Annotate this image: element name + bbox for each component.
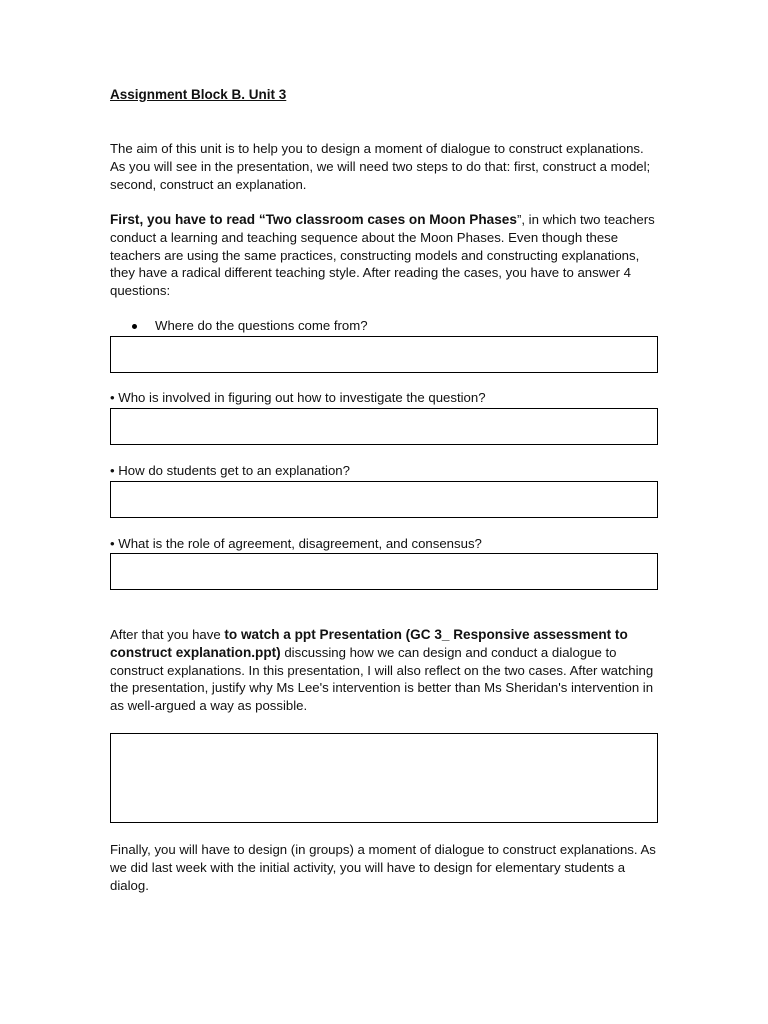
question-1-text: Where do the questions come from? <box>155 318 368 333</box>
final-paragraph: Finally, you will have to design (in groups) a moment of dialogue to construct explanations. As we did last week with the initial activity, you will have to design for elementary students a dialog. <box>110 842 656 893</box>
presentation-rest: discussing how we can design and conduct a dialogue to construct explanations. In this presentation, I will also reflect on the two cases. After watching the presentation, justify why Ms Lee's intervention is better than Ms Sheridan's intervention in as well-argued a way as possible. <box>110 644 654 714</box>
answer-box-justification[interactable] <box>110 733 658 823</box>
bullet-icon <box>132 324 137 329</box>
reading-bold-lead: First, you have to read “Two classroom cases on Moon Phases <box>110 212 517 227</box>
reading-rest: ”, in which two teachers conduct a learning and teaching sequence about the Moon Phases. Even though these teachers are using the same practices, constructing models and constructing explanations, they have a radical different teaching style. After reading the cases, you have to answer 4 questions: <box>110 212 655 299</box>
answer-box-1[interactable] <box>110 336 658 373</box>
question-2: • Who is involved in figuring out how to investigate the question? <box>110 390 486 405</box>
answer-box-2[interactable] <box>110 408 658 445</box>
intro-paragraph: The aim of this unit is to help you to design a moment of dialogue to construct explanations. As you will see in the presentation, we will need two steps to do that: first, construct a model; second, construct an explanation. <box>110 141 651 192</box>
question-4: • What is the role of agreement, disagreement, and consensus? <box>110 536 482 551</box>
answer-box-4[interactable] <box>110 553 658 590</box>
presentation-paragraph <box>110 626 658 715</box>
answer-box-3[interactable] <box>110 481 658 518</box>
question-3: • How do students get to an explanation? <box>110 463 350 478</box>
reading-paragraph <box>110 211 658 300</box>
presentation-lead: After that you have <box>110 627 225 642</box>
document-title: Assignment Block B. Unit 3 <box>110 87 287 102</box>
presentation-bold: to watch a ppt Presentation (GC 3_ Responsive assessment to construct explanation.ppt) <box>110 627 628 660</box>
question-1 <box>132 318 368 333</box>
